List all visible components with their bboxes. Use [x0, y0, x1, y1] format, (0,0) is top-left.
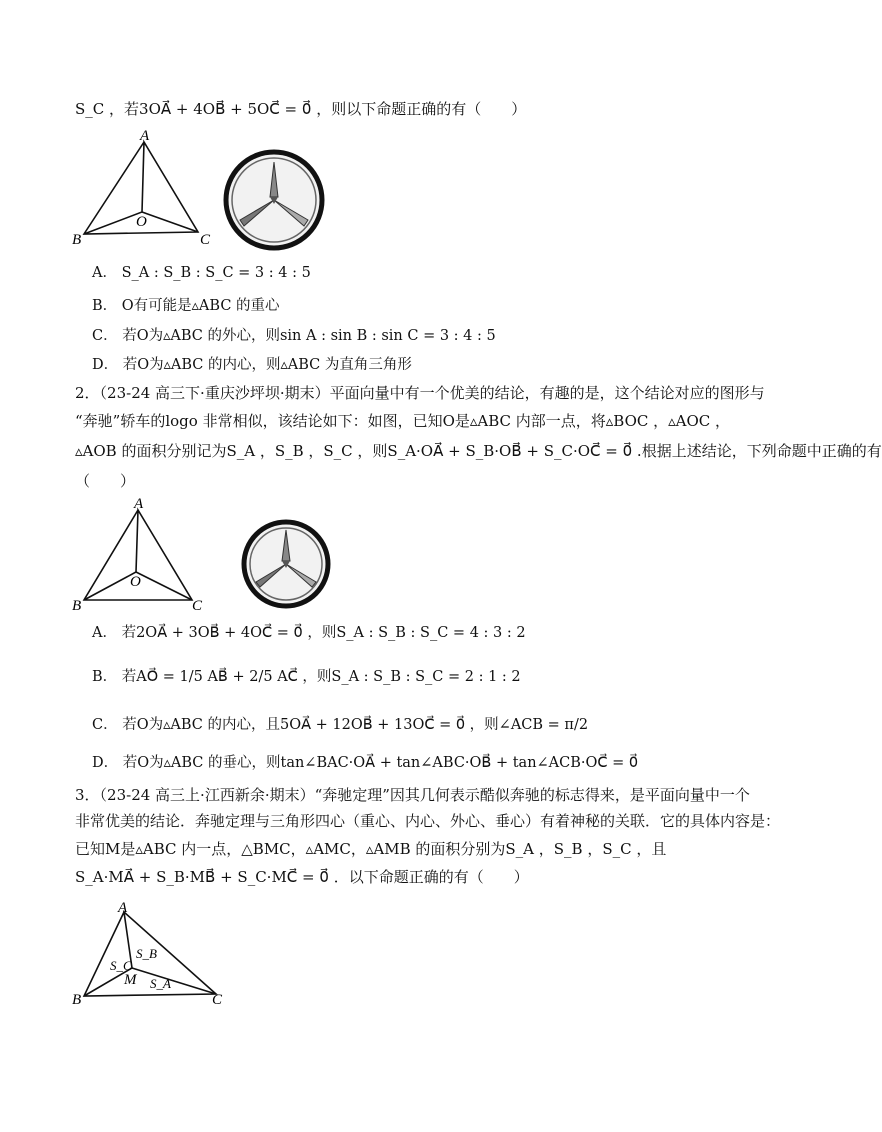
- q2-option-b: B． 若AO⃗ = 1/5 AB⃗ + 2/5 AC⃗ ，则S_A : S_B : S_C = 2 : 1 : 2: [92, 669, 521, 685]
- q2-triangle-figure: [70, 496, 220, 614]
- q1-option-d: D． 若O为▵ABC 的内心，则▵ABC 为直角三角形: [92, 357, 412, 373]
- q1-benz-logo-icon: [222, 148, 328, 252]
- label-b: B: [72, 598, 82, 614]
- q1-triangle-figure: [70, 128, 220, 248]
- q2-option-a: A． 若2OA⃗ + 3OB⃗ + 4OC⃗ = 0⃗ ，则S_A : S_B : S_C = 4 : 3 : 2: [92, 625, 526, 641]
- label-a: A: [140, 128, 150, 144]
- q2-option-c: C． 若O为▵ABC 的内心，且5OA⃗ + 12OB⃗ + 13OC⃗ = 0⃗ ，则∠ACB = π/2: [92, 717, 589, 733]
- q2-line-3: ▵AOB 的面积分别记为S_A ，S_B ，S_C ，则S_A·OA⃗ + S_B·OB⃗ + S_C·OC⃗ = 0⃗ .根据上述结论，下列命题中正确的有: [75, 442, 882, 460]
- q2-benz-logo-icon: [240, 518, 332, 610]
- q2-line-1: 2．（23-24 高三下·重庆沙坪坝·期末）平面向量中有一个优美的结论，有趣的是，这个结论对应的图形与: [75, 384, 765, 402]
- q2-option-d: D． 若O为▵ABC 的垂心，则tan∠BAC·OA⃗ + tan∠ABC·OB⃗ + tan∠ACB·OC⃗ = 0⃗: [92, 755, 639, 771]
- label-b: B: [72, 992, 82, 1008]
- label-m: M: [124, 972, 137, 988]
- label-c: C: [212, 992, 223, 1008]
- q3-line-2: 非常优美的结论．奔驰定理与三角形四心（重心、内心、外心、垂心）有着神秘的关联．它的具体内容是：: [75, 812, 781, 830]
- q3-line-4: S_A·MA⃗ + S_B·MB⃗ + S_C·MC⃗ = 0⃗ ．以下命题正确的有（ ）: [75, 868, 529, 886]
- label-c: C: [200, 232, 211, 248]
- label-o: O: [136, 214, 147, 230]
- q2-line-4: （ ）: [75, 472, 136, 490]
- q1-intro: S_C ，若3OA⃗ + 4OB⃗ + 5OC⃗ = 0⃗ ，则以下命题正确的有（ ）: [75, 100, 527, 118]
- label-a: A: [134, 496, 144, 512]
- q1-option-a: A． S_A : S_B : S_C = 3 : 4 : 5: [92, 265, 311, 281]
- label-c: C: [192, 598, 203, 614]
- label-s-c: S_C: [110, 958, 132, 973]
- q2-line-2: “奔驰”轿车的logo 非常相似，该结论如下：如图，已知O是▵ABC 内部一点，将▵BOC ，▵AOC ，: [75, 412, 731, 430]
- label-s-b: S_B: [136, 946, 157, 961]
- q1-option-b: B． O有可能是▵ABC 的重心: [92, 298, 280, 314]
- q3-line-3: 已知M是▵ABC 内一点，△BMC，▵AMC，▵AMB 的面积分别为S_A ，S_B ，S_C ，且: [75, 840, 667, 858]
- label-o: O: [130, 574, 141, 590]
- q3-line-1: 3．（23-24 高三上·江西新余·期末）“奔驰定理”因其几何表示酷似奔驰的标志得来，是平面向量中一个: [75, 786, 750, 804]
- label-b: B: [72, 232, 82, 248]
- label-a: A: [118, 900, 128, 916]
- q3-triangle-figure: [70, 898, 230, 1008]
- q1-option-c: C． 若O为▵ABC 的外心，则sin A : sin B : sin C = 3 : 4 : 5: [92, 328, 496, 344]
- label-s-a: S_A: [150, 976, 171, 991]
